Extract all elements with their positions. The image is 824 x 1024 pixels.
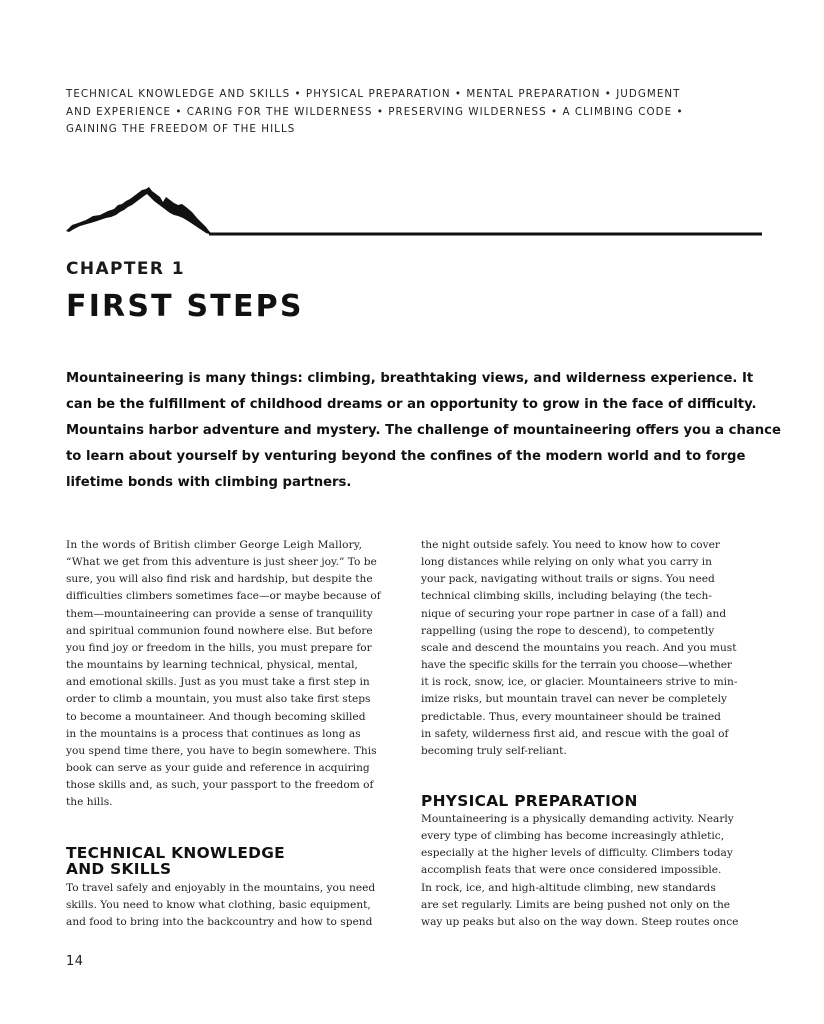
body-line: Mountaineering is a physically demanding activity. Nearly	[421, 813, 734, 825]
body-line: predictable. Thus, every mountaineer should be trained	[421, 710, 721, 723]
mountain-ridge-icon	[66, 185, 762, 241]
body-line: rappelling (using the rope to descend), to competently	[421, 624, 715, 637]
body-line: becoming truly self-reliant.	[421, 744, 567, 757]
body-line: you find joy or freedom in the hills, you must prepare for	[66, 641, 372, 654]
section-heading-technical	[66, 845, 285, 877]
intro-line: can be the fulfillment of childhood dreams or an opportunity to grow in the face of difficulty.	[66, 397, 757, 412]
intro-line: to learn about yourself by venturing beyond the confines of the modern world and to forge	[66, 449, 746, 464]
body-line: especially at the higher levels of difficulty. Climbers today	[421, 847, 733, 860]
section-heading-physical	[421, 793, 638, 809]
body-line: every type of climbing has become increasingly athletic,	[421, 830, 725, 843]
body-line: imize risks, but mountain travel can never be completely	[421, 693, 727, 706]
body-line: nique of securing your rope partner in case of a fall) and	[421, 607, 727, 620]
body-line: and emotional skills. Just as you must take a first step in	[66, 676, 370, 689]
physical-section-body	[421, 811, 759, 931]
chapter-topics	[66, 86, 726, 139]
body-line: In rock, ice, and high-altitude climbing, new standards	[421, 881, 716, 894]
body-line: long distances while relying on only what you carry in	[421, 556, 712, 569]
body-line: In the words of British climber George Leigh Mallory,	[66, 539, 363, 551]
topics-line: GAINING THE FREEDOM OF THE HILLS	[66, 123, 296, 135]
body-line: in safety, wilderness first aid, and rescue with the goal of	[421, 727, 729, 740]
body-line: the night outside safely. You need to know how to cover	[421, 539, 720, 551]
body-line: in the mountains is a process that continues as long as	[66, 727, 361, 740]
body-line: you spend time there, you have to begin somewhere. This	[66, 744, 377, 757]
body-column-right	[421, 537, 759, 760]
intro-line: Mountains harbor adventure and mystery. The challenge of mountaineering offers you a chance	[66, 423, 781, 438]
topics-line: TECHNICAL KNOWLEDGE AND SKILLS • PHYSICAL PREPARATION • MENTAL PREPARATION • JUDGMENT	[66, 88, 681, 100]
body-line: difficulties climbers sometimes face—or maybe because of	[66, 590, 381, 603]
intro-line: lifetime bonds with climbing partners.	[66, 475, 352, 490]
body-line: are set regularly. Limits are being pushed not only on the	[421, 898, 731, 911]
body-line: have the specific skills for the terrain you choose—whether	[421, 659, 732, 672]
body-line: those skills and, as such, your passport to the freedom of	[66, 779, 374, 792]
body-line: way up peaks but also on the way down. Steep routes once	[421, 915, 739, 928]
body-line: the hills.	[66, 796, 113, 809]
chapter-label: CHAPTER 1	[66, 259, 185, 279]
topics-line: AND EXPERIENCE • CARING FOR THE WILDERNESS • PRESERVING WILDERNESS • A CLIMBING CODE •	[66, 105, 684, 118]
body-line: and food to bring into the backcountry and how to spend	[66, 916, 373, 929]
body-line: “What we get from this adventure is just sheer joy.” To be	[66, 556, 377, 569]
body-line: them—mountaineering can provide a sense of tranquility	[66, 607, 373, 620]
technical-section-body	[66, 880, 404, 931]
section-heading-line: AND SKILLS	[66, 860, 172, 878]
body-line: scale and descend the mountains you reach. And you must	[421, 641, 737, 654]
section-heading-line: TECHNICAL KNOWLEDGE	[66, 844, 285, 862]
body-line: To travel safely and enjoyably in the mountains, you need	[66, 882, 376, 894]
chapter-title: FIRST STEPS	[66, 289, 304, 324]
body-line: your pack, navigating without trails or signs. You need	[421, 573, 715, 586]
page-number: 14	[66, 954, 84, 969]
body-line: and spiritual communion found nowhere else. But before	[66, 624, 373, 637]
body-line: sure, you will also find risk and hardship, but despite the	[66, 573, 373, 586]
body-line: skills. You need to know what clothing, basic equipment,	[66, 899, 371, 912]
body-line: it is rock, snow, ice, or glacier. Mountaineers strive to min-	[421, 676, 738, 689]
body-line: to become a mountaineer. And though becoming skilled	[66, 710, 366, 723]
body-line: accomplish feats that were once considered impossible.	[421, 864, 722, 877]
body-line: order to climb a mountain, you must also take first steps	[66, 693, 371, 706]
body-line: technical climbing skills, including belaying (the tech-	[421, 590, 712, 603]
section-heading-line: PHYSICAL PREPARATION	[421, 792, 638, 810]
body-line: the mountains by learning technical, physical, mental,	[66, 659, 358, 672]
intro-paragraph	[66, 366, 781, 496]
body-line: book can serve as your guide and reference in acquiring	[66, 762, 370, 775]
body-column-left	[66, 537, 404, 812]
intro-line: Mountaineering is many things: climbing, breathtaking views, and wilderness experience. It	[66, 371, 754, 386]
